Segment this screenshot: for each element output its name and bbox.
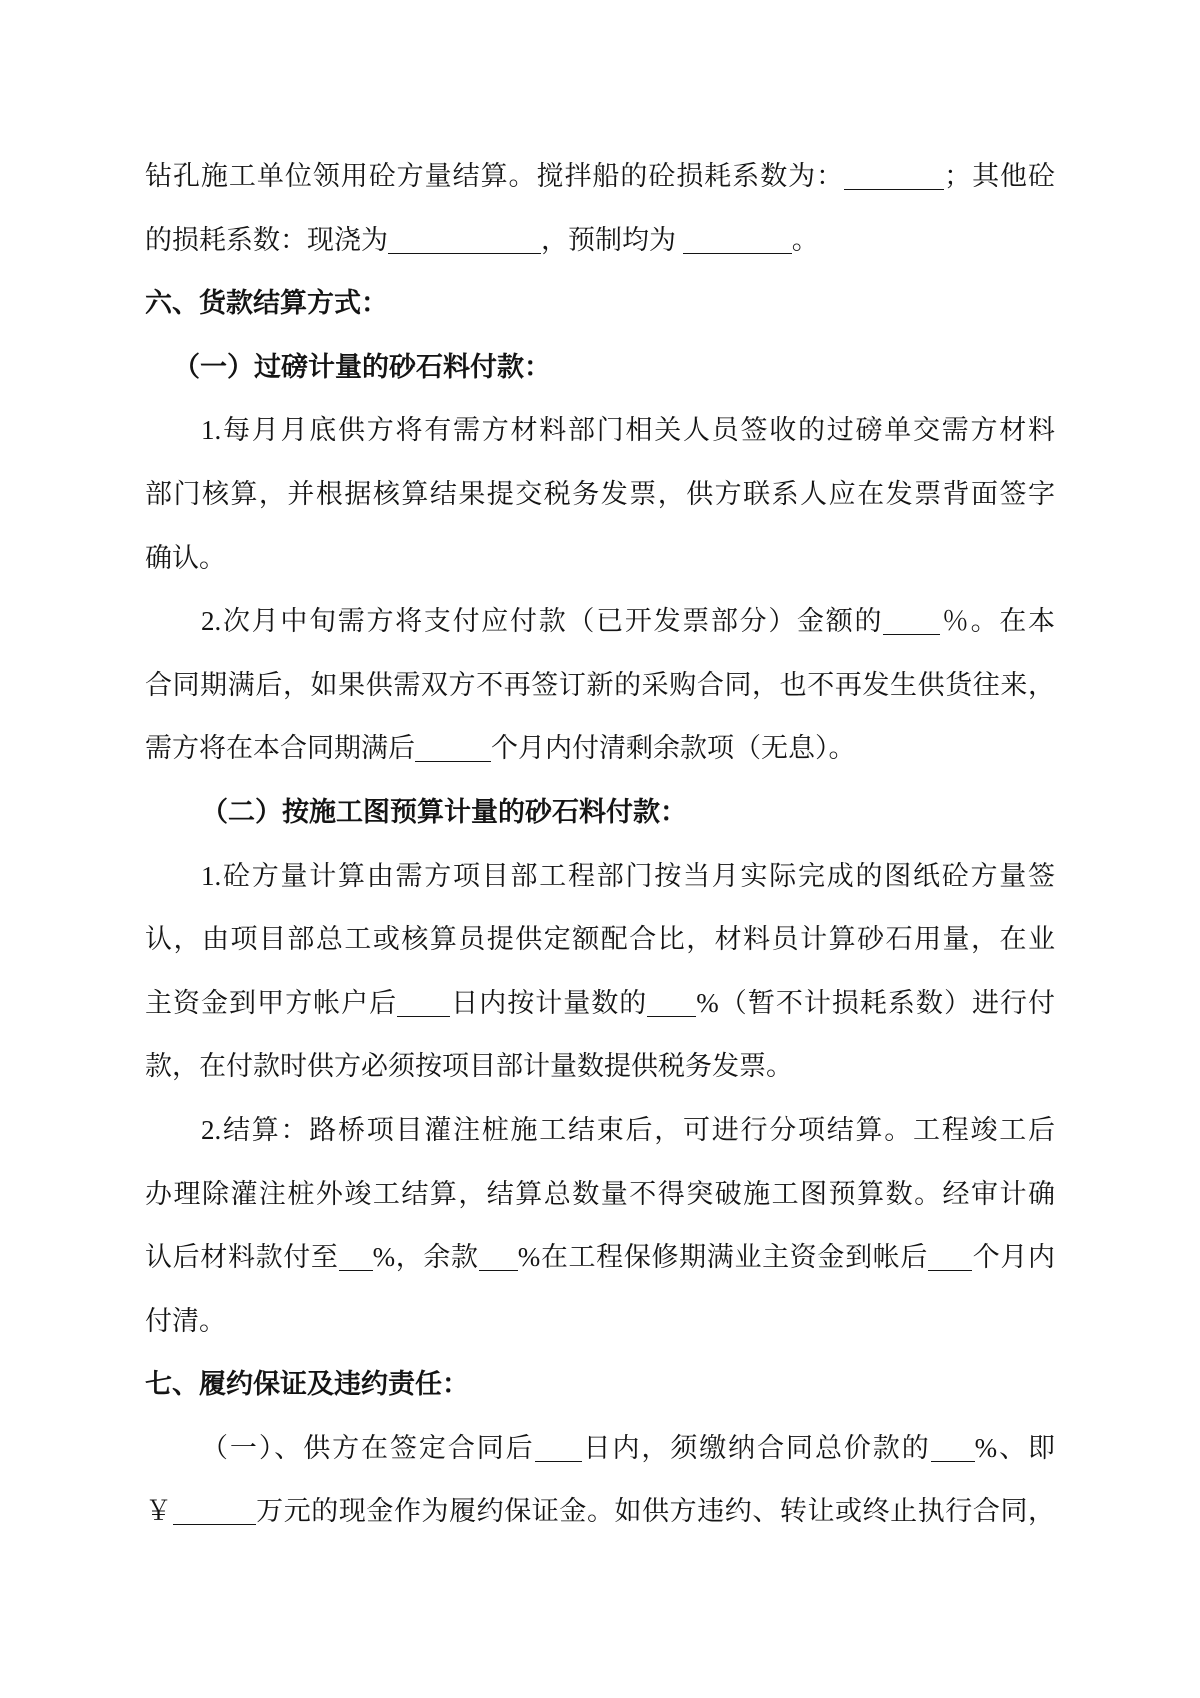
text-line (145, 1163, 1055, 1227)
clause-paragraph (145, 1099, 1055, 1353)
carryover-paragraph (145, 145, 1055, 272)
text-segment: 款，在付款时供方必须按项目部计量数提供税务发票。 (145, 1051, 793, 1082)
text-segment: （一）、供方在签定合同后 (201, 1432, 535, 1463)
fill-in-blank (388, 231, 541, 254)
text-segment: 钻孔施工单位领用砼方量结算。搅拌船的砼损耗系数为： (145, 161, 845, 191)
text-line (145, 527, 1055, 591)
text-segment: ￥ (145, 1496, 173, 1527)
fill-in-blank (339, 1248, 373, 1271)
text-line (145, 908, 1055, 972)
section-6 (145, 272, 1055, 1353)
fill-in-blank (844, 167, 944, 190)
text-segment: 部门核算，并根据核算结果提交税务发票，供方联系人应在发票背面签字 (145, 478, 1055, 509)
text-segment: %（暂不计损耗系数）进行付 (696, 987, 1055, 1018)
text-line (145, 1290, 1055, 1354)
fill-in-blank (647, 994, 696, 1017)
clause-paragraph (145, 845, 1055, 1099)
fill-in-blank (415, 739, 491, 762)
text-line (145, 972, 1055, 1036)
text-segment: 日内按计量数的 (450, 987, 648, 1018)
text-segment: %，余款 (372, 1242, 479, 1273)
text-line (145, 399, 1055, 463)
text-segment: 1.砼方量计算由需方项目部工程部门按当月实际完成的图纸砼方量签 (201, 860, 1055, 891)
text-line (145, 1480, 1055, 1544)
text-segment: 2.次月中旬需方将支付应付款（已开发票部分）金额的 (201, 606, 884, 637)
text-segment: %在工程保修期满业主资金到帐后 (517, 1242, 929, 1273)
text-line (145, 590, 1055, 654)
text-segment: 万元的现金作为履约保证金。如供方违约、转让或终止执行合同， (255, 1496, 1056, 1527)
text-segment: ％。在本 (940, 606, 1056, 637)
text-segment: 办理除灌注桩外竣工结算，结算总数量不得突破施工图预算数。经审计确 (145, 1178, 1055, 1209)
section-heading: 七、履约保证及违约责任： (145, 1369, 469, 1400)
text-segment: 个月内 (972, 1242, 1056, 1273)
text-line (145, 654, 1055, 718)
clause-paragraph (145, 399, 1055, 590)
fill-in-blank (883, 612, 940, 635)
text-segment: 确认。 (145, 542, 226, 573)
section-heading: 六、货款结算方式： (145, 288, 388, 319)
subsection-heading: （一）过磅计量的砂石料付款： (173, 351, 551, 382)
fill-in-blank (173, 1502, 256, 1525)
fill-in-blank (479, 1248, 518, 1271)
text-segment: 合同期满后，如果供需双方不再签订新的采购合同，也不再发生供货往来， (145, 669, 1055, 700)
text-line (145, 717, 1055, 781)
text-line (145, 209, 1055, 273)
clause-paragraph (145, 1417, 1055, 1544)
text-line (145, 1099, 1055, 1163)
text-segment: 1.每月月底供方将有需方材料部门相关人员签收的过磅单交需方材料 (201, 415, 1055, 446)
text-segment: 认后材料款付至 (145, 1242, 339, 1273)
text-line (145, 1035, 1055, 1099)
text-segment: 认，由项目部总工或核算员提供定额配合比，材料员计算砂石用量，在业 (145, 924, 1055, 955)
fill-in-blank (931, 1439, 975, 1462)
fill-in-blank (397, 994, 450, 1017)
text-segment: ；其他砼 (944, 161, 1056, 191)
text-line (145, 463, 1055, 527)
fill-in-blank (928, 1248, 972, 1271)
clause-paragraph (145, 590, 1055, 781)
page-body (145, 145, 1055, 1544)
text-segment: 付清。 (145, 1305, 226, 1336)
fill-in-blank (683, 231, 792, 254)
text-segment: %、即 (974, 1432, 1056, 1463)
text-line (145, 845, 1055, 909)
text-segment: 个月内付清剩余款项（无息）。 (491, 733, 856, 764)
text-segment: 2.结算：路桥项目灌注桩施工结束后，可进行分项结算。工程竣工后 (201, 1114, 1055, 1145)
text-segment: 主资金到甲方帐户后 (145, 987, 398, 1018)
subsection-heading: （二）按施工图预算计量的砂石料付款： (201, 796, 687, 827)
fill-in-blank (535, 1439, 582, 1462)
section-7 (145, 1353, 1055, 1544)
text-segment: 。 (791, 224, 819, 255)
text-segment: 需方将在本合同期满后 (145, 733, 415, 764)
text-line (145, 1226, 1055, 1290)
text-line (145, 145, 1055, 209)
text-segment: 日内，须缴纳合同总价款的 (581, 1432, 931, 1463)
text-segment: 的损耗系数：现浇为 (145, 224, 388, 255)
text-line (145, 1417, 1055, 1481)
text-segment: ，预制均为 (541, 224, 683, 255)
